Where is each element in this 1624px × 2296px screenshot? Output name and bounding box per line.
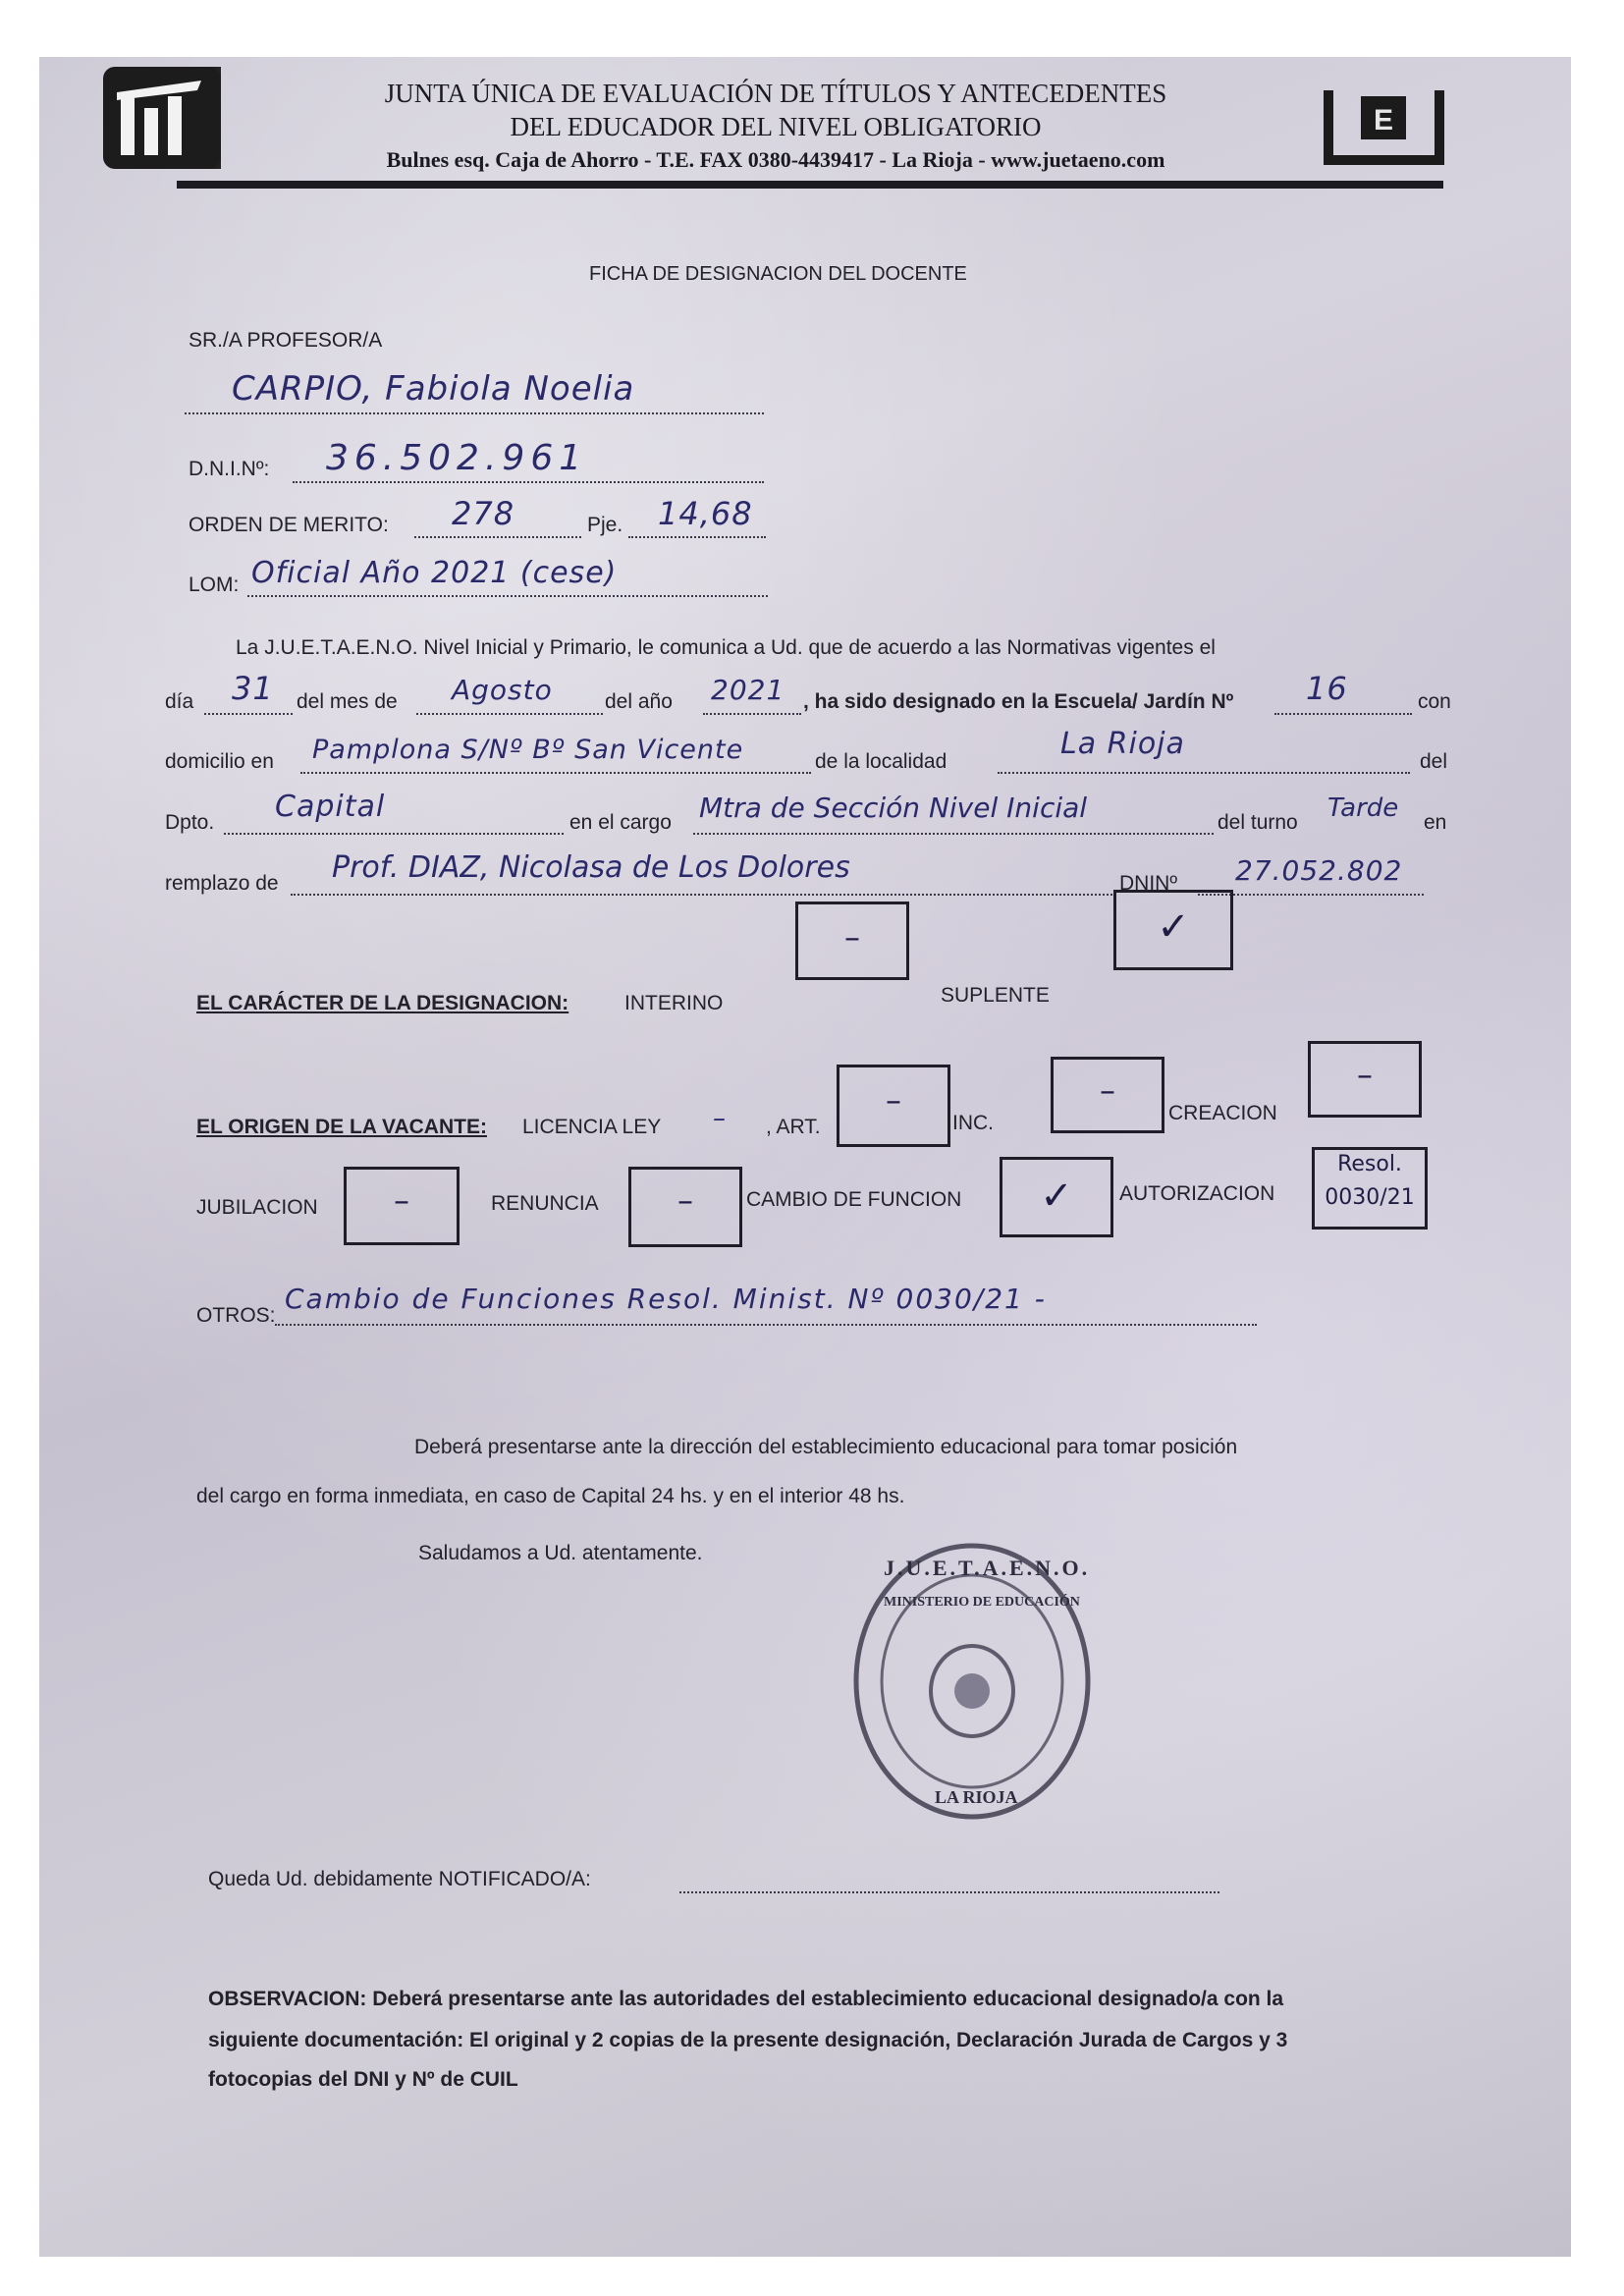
dia-label: día	[165, 690, 194, 713]
cambio-mark: ✓	[1040, 1174, 1073, 1219]
jubilacion-checkbox[interactable]	[344, 1167, 460, 1245]
turno-label: del turno	[1218, 811, 1298, 834]
designado-text: , ha sido designado en la Escuela/ Jardín Nº	[803, 690, 1234, 713]
interino-label: INTERINO	[624, 992, 724, 1014]
dni-line	[293, 481, 764, 483]
cargo-line	[693, 833, 1214, 835]
observacion-line1: OBSERVACION: Deberá presentarse ante las autoridades del establecimiento educacional designado/a con la	[208, 1988, 1284, 2010]
domicilio-value: Pamplona S/Nº Bº San Vicente	[312, 735, 744, 765]
cambio-label: CAMBIO DE FUNCION	[746, 1188, 962, 1211]
renuncia-label: RENUNCIA	[491, 1192, 599, 1215]
notificado-label: Queda Ud. debidamente NOTIFICADO/A:	[208, 1868, 591, 1890]
saludo-text: Saludamos a Ud. atentamente.	[418, 1542, 703, 1564]
caracter-label: EL CARÁCTER DE LA DESIGNACION:	[196, 992, 569, 1014]
observacion-line2: siguiente documentación: El original y 2 copias de la presente designación, Declaración Jurada de Cargos y 3	[208, 2029, 1288, 2051]
turno-value: Tarde	[1327, 793, 1399, 823]
licencia-label: LICENCIA LEY	[522, 1116, 662, 1138]
domicilio-line	[300, 772, 811, 774]
art-checkbox[interactable]	[837, 1065, 950, 1147]
dni-value: 36.502.961	[326, 438, 588, 478]
renuncia-mark: –	[677, 1181, 693, 1219]
mes-label: del mes de	[297, 690, 398, 713]
en-label: en	[1424, 811, 1447, 834]
cargo-value: Mtra de Sección Nivel Inicial	[699, 792, 1088, 824]
otros-label: OTROS:	[196, 1304, 276, 1327]
svg-text:E: E	[1373, 104, 1394, 137]
renuncia-checkbox[interactable]	[628, 1167, 742, 1247]
header-title-line1: JUNTA ÚNICA DE EVALUACIÓN DE TÍTULOS Y ANTECEDENTES	[384, 79, 1167, 108]
art-label: , ART.	[766, 1116, 821, 1138]
dpto-label: Dpto.	[165, 811, 215, 834]
presentarse-line1: Deberá presentarse ante la dirección del establecimiento educacional para tomar posición	[414, 1436, 1238, 1458]
pje-line	[628, 536, 766, 538]
inc-label: INC.	[952, 1112, 994, 1134]
dia-line	[204, 713, 293, 715]
remplazo-label: remplazo de	[165, 872, 279, 895]
form-title: FICHA DE DESIGNACION DEL DOCENTE	[589, 263, 967, 285]
suplente-label: SUPLENTE	[941, 984, 1050, 1007]
suplente-mark: ✓	[1157, 904, 1190, 950]
profesor-label: SR./A PROFESOR/A	[189, 329, 383, 352]
orden-value: 278	[452, 495, 515, 532]
punch-hole-bottom	[0, 1439, 35, 1484]
pje-value: 14,68	[658, 495, 753, 532]
lom-label: LOM:	[189, 574, 240, 596]
dnin-label: DNINº	[1119, 872, 1178, 895]
pje-label: Pje.	[587, 514, 623, 536]
jardin-value: 16	[1306, 670, 1348, 707]
jubilacion-mark: –	[394, 1181, 409, 1219]
origen-label: EL ORIGEN DE LA VACANTE:	[196, 1116, 487, 1138]
autorizacion-label: AUTORIZACION	[1119, 1182, 1275, 1205]
otros-value: Cambio de Funciones Resol. Minist. Nº 0030/21 -	[285, 1283, 1047, 1315]
notificado-line	[679, 1891, 1219, 1893]
dpto-line	[224, 833, 564, 835]
localidad-value: La Rioja	[1060, 727, 1185, 761]
con-label: con	[1418, 690, 1451, 713]
autorizacion-box[interactable]	[1312, 1147, 1428, 1230]
dnin-value: 27.052.802	[1235, 854, 1403, 887]
dia-value: 31	[232, 670, 274, 707]
intro-text: La J.U.E.T.A.E.N.O. Nivel Inicial y Primario, le comunica a Ud. que de acuerdo a las Normativas vigentes el	[236, 636, 1216, 659]
anio-line	[703, 713, 801, 715]
dni-label: D.N.I.Nº:	[189, 458, 270, 480]
jubilacion-label: JUBILACION	[196, 1196, 318, 1219]
art-mark: –	[886, 1081, 901, 1119]
otros-line	[275, 1324, 1257, 1326]
anio-value: 2021	[711, 674, 785, 706]
interino-mark: –	[844, 918, 860, 956]
header-title-line2: DEL EDUCADOR DEL NIVEL OBLIGATORIO	[510, 112, 1042, 141]
punch-hole-top	[0, 800, 35, 846]
inc-checkbox[interactable]	[1051, 1057, 1164, 1133]
header-rule	[177, 181, 1443, 189]
autorizacion-line1: Resol.	[1337, 1152, 1402, 1176]
presentarse-line2: del cargo en forma inmediata, en caso de Capital 24 hs. y en el interior 48 hs.	[196, 1485, 905, 1507]
creacion-mark: –	[1357, 1056, 1373, 1093]
stamp-text-bottom: LA RIOJA	[935, 1787, 1018, 1807]
mes-value: Agosto	[452, 674, 553, 706]
jardin-line	[1274, 713, 1412, 715]
inc-mark: –	[1100, 1071, 1115, 1109]
profesor-value: CARPIO, Fabiola Noelia	[232, 369, 635, 409]
creacion-checkbox[interactable]	[1308, 1041, 1422, 1118]
cargo-label: en el cargo	[569, 811, 672, 834]
lom-value: Oficial Año 2021 (cese)	[251, 556, 618, 590]
anio-label: del año	[605, 690, 673, 713]
stamp-text-mid: MINISTERIO DE EDUCACIÓN	[884, 1595, 1080, 1610]
autorizacion-line2: 0030/21	[1325, 1185, 1415, 1210]
suplente-checkbox[interactable]	[1113, 890, 1233, 970]
creacion-label: CREACION	[1168, 1102, 1277, 1124]
remplazo-value: Prof. DIAZ, Nicolasa de Los Dolores	[332, 850, 850, 885]
dpto-value: Capital	[275, 790, 386, 824]
lom-line	[247, 595, 768, 597]
orden-line	[414, 536, 581, 538]
localidad-label: de la localidad	[815, 750, 947, 773]
localidad-line	[998, 772, 1410, 774]
domicilio-label: domicilio en	[165, 750, 274, 773]
interino-checkbox[interactable]	[795, 902, 909, 980]
document-sheet	[39, 57, 1571, 2257]
observacion-line3: fotocopias del DNI y Nº de CUIL	[208, 2068, 518, 2091]
mes-line	[416, 713, 603, 715]
header-address: Bulnes esq. Caja de Ahorro - T.E. FAX 0380-4439417 - La Rioja - www.juetaeno.com	[386, 147, 1165, 172]
remplazo-line	[291, 894, 1115, 896]
del-label: del	[1420, 750, 1448, 773]
cambio-checkbox[interactable]	[1000, 1157, 1113, 1237]
stamp-text-top: J.U.E.T.A.E.N.O.	[884, 1556, 1091, 1580]
profesor-line	[185, 412, 764, 414]
orden-label: ORDEN DE MERITO:	[189, 514, 389, 536]
licencia-value: –	[713, 1104, 727, 1133]
